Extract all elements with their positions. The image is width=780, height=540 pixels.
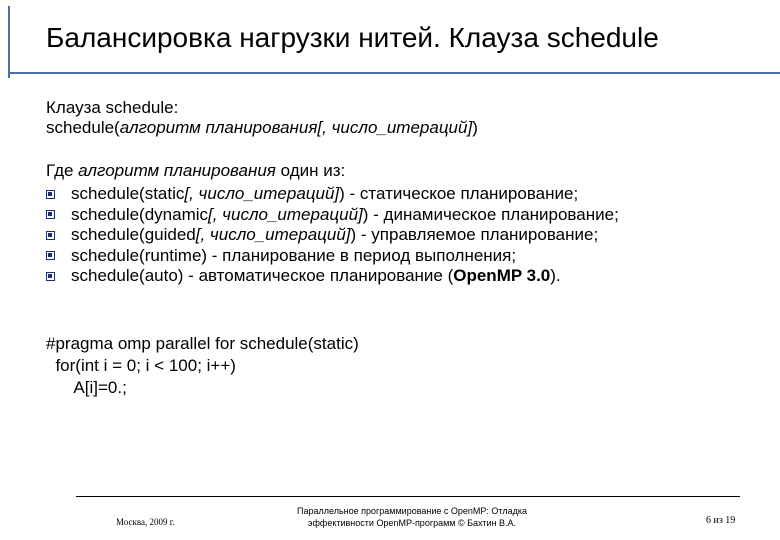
code-sample bbox=[46, 333, 359, 399]
where-plain-1: Где bbox=[46, 161, 79, 180]
where-italic: алгоритм планирования bbox=[78, 161, 276, 180]
list-item: schedule(auto) - автоматическое планирование ( OpenMP 3.0 ). bbox=[46, 266, 619, 287]
checkbox-bullet-icon bbox=[46, 190, 55, 199]
footer-course-title: Параллельное программирование с OpenMP: Отладка эффективности OpenMP-программ © Бахтин В.А. bbox=[297, 506, 527, 528]
checkbox-bullet-icon bbox=[46, 272, 55, 281]
intro-plain-1: schedule( bbox=[46, 118, 120, 137]
list-item: schedule(dynamic [, число_итераций] ) - динамическое планирование; bbox=[46, 205, 619, 226]
list-item: schedule(runtime) - планирование в период выполнения; bbox=[46, 246, 619, 267]
code-line: A[i]=0.; bbox=[46, 378, 127, 397]
where-line bbox=[46, 161, 345, 181]
title-accent-vertical bbox=[8, 6, 10, 78]
schedule-list bbox=[46, 184, 619, 287]
list-item: schedule(static [, число_итераций] ) - статическое планирование; bbox=[46, 184, 619, 205]
intro-plain-2: ) bbox=[472, 118, 478, 137]
checkbox-bullet-icon bbox=[46, 231, 55, 240]
intro-italic: алгоритм планирования[, число_итераций] bbox=[119, 118, 473, 137]
intro-line-1: Клауза schedule: bbox=[46, 98, 179, 117]
checkbox-bullet-icon bbox=[46, 251, 55, 260]
code-line: for(int i = 0; i < 100; i++) bbox=[46, 356, 236, 375]
intro-line-2 bbox=[46, 118, 478, 138]
footer-location-date: Москва, 2009 г. bbox=[116, 517, 175, 527]
checkbox-bullet-icon bbox=[46, 210, 55, 219]
title-accent-horizontal bbox=[8, 72, 780, 74]
code-line: #pragma omp parallel for schedule(static) bbox=[46, 334, 359, 353]
list-item: schedule(guided [, число_итераций] ) - управляемое планирование; bbox=[46, 225, 619, 246]
slide-title: Балансировка нагрузки нитей. Клауза schedule bbox=[46, 22, 659, 53]
footer-divider bbox=[76, 496, 740, 497]
page-number: 6 из 19 bbox=[706, 515, 736, 526]
where-plain-2: один из: bbox=[275, 161, 346, 180]
